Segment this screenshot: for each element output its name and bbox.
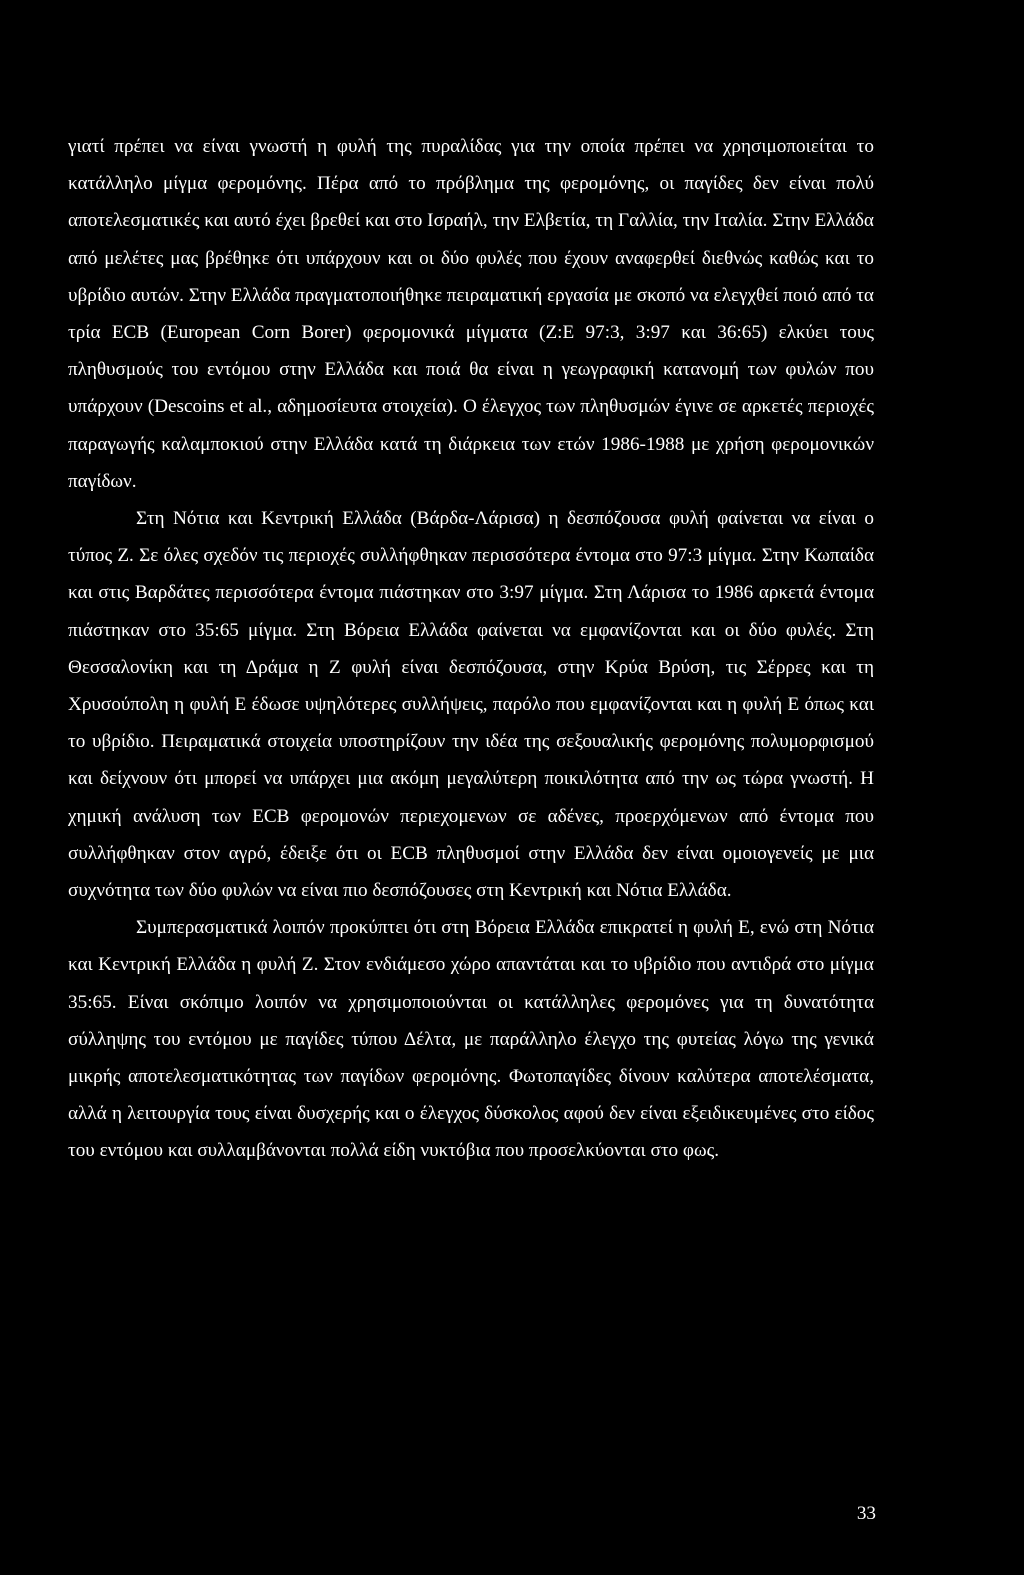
paragraph-3: Συμπερασματικά λοιπόν προκύπτει ότι στη Βόρεια Ελλάδα επικρατεί η φυλή Ε, ενώ στη Νότια και Κεντρική Ελλάδα η φυλή Ζ. Στον ενδιάμεσο χώρο απαντάται και το υβρίδιο που αντιδρά στο μίγμα 35:65. Είναι σκόπιμο λοιπόν να χρησιμοποιούνται οι κατάλληλες φερομόνες για τη δυνατότητα σύλληψης του εντόμου με παγίδες τύπου Δέλτα, με παράλληλο έλεγχο της φυτείας λόγω της γενικά μικρής αποτελεσματικότητας των παγίδων φερομόνης. Φωτοπαγίδες δίνουν καλύτερα αποτελέσματα, αλλά η λειτουργία τους είναι δυσχερής και ο έλεγχος δύσκολος αφού δεν είναι εξειδικευμένες στο είδος του εντόμου και συλλαμβάνονται πολλά είδη νυκτόβια που προσελκύονται στο φως.: [68, 917, 874, 1162]
paragraph-1: γιατί πρέπει να είναι γνωστή η φυλή της πυραλίδας για την οποία πρέπει να χρησιμοποιείται το κατάλληλο μίγμα φερομόνης. Πέρα από το πρόβλημα της φερομόνης, οι παγίδες δεν είναι πολύ αποτελεσματικές και αυτό έχει βρεθεί και στο Ισραήλ, την Ελβετία, τη Γαλλία, την Ιταλία. Στην Ελλάδα από μελέτες μας βρέθηκε ότι υπάρχουν και οι δύο φυλές που έχουν αναφερθεί διεθνώς καθώς και το υβρίδιο αυτών. Στην Ελλάδα πραγματοποιήθηκε πειραματική εργασία με σκοπό να ελεγχθεί ποιό από τα τρία ECB (European Corn Borer) φερομονικά μίγματα (Ζ:Ε 97:3, 3:97 και 36:65) ελκύει τους πληθυσμούς του εντόμου στην Ελλάδα και ποιά θα είναι η γεωγραφική κατανομή των φυλών που υπάρχουν (Descoins et al., αδημοσίευτα στοιχεία). Ο έλεγχος των πληθυσμών έγινε σε αρκετές περιοχές παραγωγής καλαμποκιού στην Ελλάδα κατά τη διάρκεια των ετών 1986-1988 με χρήση φερομονικών παγίδων.: [68, 136, 874, 492]
paragraph-2: Στη Νότια και Κεντρική Ελλάδα (Βάρδα-Λάρισα) η δεσπόζουσα φυλή φαίνεται να είναι ο τύπος Ζ. Σε όλες σχεδόν τις περιοχές συλλήφθηκαν περισσότερα έντομα στο 97:3 μίγμα. Στην Κωπαίδα και στις Βαρδάτες περισσότερα έντομα πιάστηκαν στο 3:97 μίγμα. Στη Λάρισα το 1986 αρκετά έντομα πιάστηκαν στο 35:65 μίγμα. Στη Βόρεια Ελλάδα φαίνεται να εμφανίζονται και οι δύο φυλές. Στη Θεσσαλονίκη και τη Δράμα η Ζ φυλή είναι δεσπόζουσα, στην Κρύα Βρύση, τις Σέρρες και τη Χρυσούπολη η φυλή Ε έδωσε υψηλότερες συλλήψεις, παρόλο που εμφανίζονται και η φυλή Ε όπως και το υβρίδιο. Πειραματικά στοιχεία υποστηρίζουν την ιδέα της σεξουαλικής φερομόνης πολυμορφισμού και δείχνουν ότι μπορεί να υπάρχει μια ακόμη μεγαλύτερη ποικιλότητα από την ως τώρα γνωστή. Η χημική ανάλυση των ECB φερομονών περιεχομενων σε αδένες, προερχόμενων από έντομα που συλλήφθηκαν στον αγρό, έδειξε ότι οι ECB πληθυσμοί στην Ελλάδα δεν είναι ομοιογενείς με μια συχνότητα των δύο φυλών να είναι πιο δεσπόζουσες στη Κεντρική και Νότια Ελλάδα.: [68, 508, 874, 902]
document-body: [68, 128, 874, 1170]
page-number: 33: [856, 1503, 876, 1524]
